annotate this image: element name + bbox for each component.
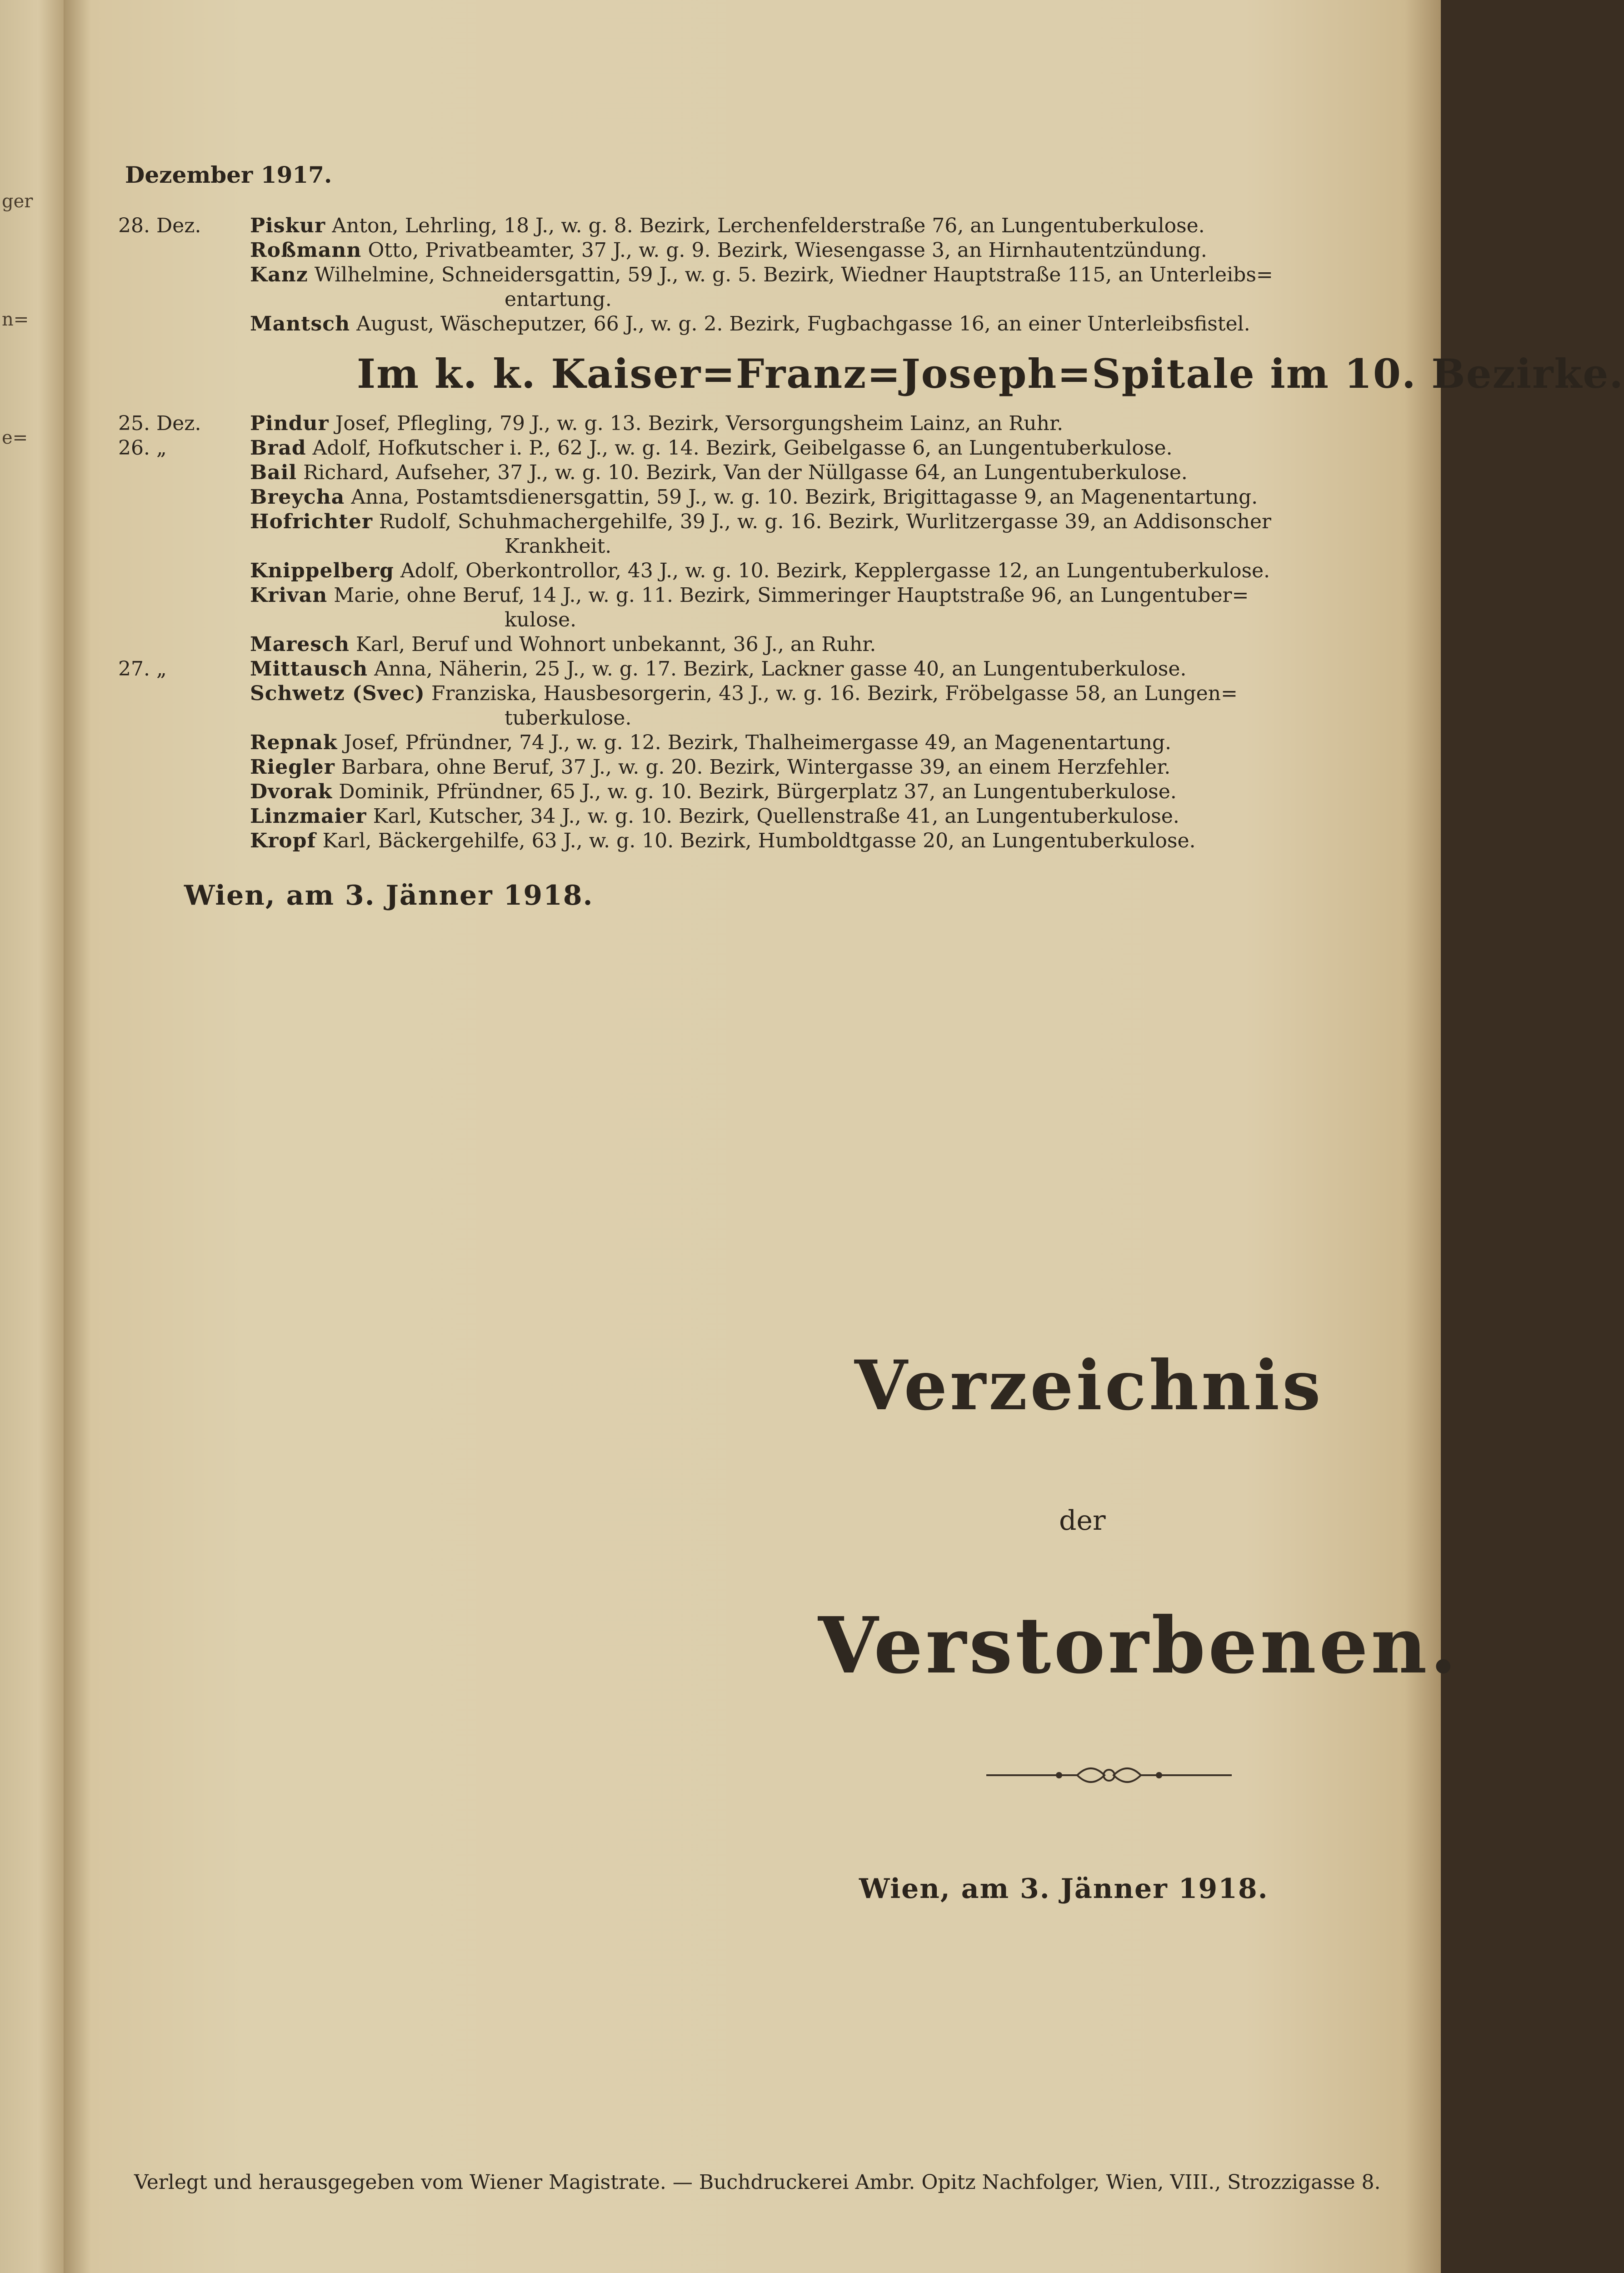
entry-text: Adolf, Oberkontrollor, 43 J., w. g. 10. Bezirk, Kepplergasse 12, an Lungentuberkulose. (400, 559, 1270, 582)
entry-continuation: entartung. (505, 288, 612, 311)
entry-name: Roßmann (250, 239, 362, 262)
entry-text: Josef, Pflegling, 79 J., w. g. 13. Bezirk, Versorgungsheim Lainz, an Ruhr. (335, 412, 1064, 435)
entry-name: Mittausch (250, 657, 368, 681)
entry-name: Dvorak (250, 780, 333, 803)
entry-text: Karl, Kutscher, 34 J., w. g. 10. Bezirk, Quellenstraße 41, an Lungentuberkulose. (373, 805, 1179, 828)
section-title: Im k. k. Kaiser=Franz=Joseph=Spitale im 10. Bezirke. (357, 350, 1624, 397)
entry-name: Maresch (250, 633, 350, 656)
entry-continuation: Krankheit. (505, 535, 612, 558)
entry-text: Adolf, Hofkutscher i. P., 62 J., w. g. 14. Bezirk, Geibelgasse 6, an Lungentuberkulose. (312, 436, 1173, 460)
entry-date: 28. Dez. (118, 214, 201, 237)
entry-text: Anna, Postamtsdienersgattin, 59 J., w. g. 10. Bezirk, Brigittagasse 9, an Magenentartung. (351, 486, 1258, 509)
entry-name: Krivan (250, 584, 328, 607)
entry-text: Karl, Beruf und Wohnort unbekannt, 36 J., an Ruhr. (355, 633, 876, 656)
entry-name: Knippelberg (250, 559, 394, 582)
document-page (64, 0, 1624, 2273)
cover-title-line1: Verzeichnis (854, 1346, 1324, 1426)
entry-name: Breycha (250, 486, 345, 509)
entry-text: August, Wäscheputzer, 66 J., w. g. 2. Bezirk, Fugbachgasse 16, an einer Unterleibsfistel. (356, 312, 1250, 335)
entry-name: Piskur (250, 214, 326, 237)
entry-name: Riegler (250, 756, 335, 779)
entry-name: Kropf (250, 829, 316, 852)
entry-text: Rudolf, Schuhmachergehilfe, 39 J., w. g. 16. Bezirk, Wurlitzergasse 39, an Addisonscher (379, 510, 1271, 533)
entry-name: Brad (250, 436, 306, 460)
entry-text: Wilhelmine, Schneidersgattin, 59 J., w. g. 5. Bezirk, Wiedner Hauptstraße 115, an Unterleibs= (314, 263, 1273, 286)
entry-text: Franziska, Hausbesorgerin, 43 J., w. g. 16. Bezirk, Fröbelgasse 58, an Lungen= (431, 682, 1238, 705)
cover-title-der: der (1059, 1505, 1106, 1537)
entry-text: Anton, Lehrling, 18 J., w. g. 8. Bezirk, Lerchenfelderstraße 76, an Lungentuberkulose. (332, 214, 1205, 237)
entry-text: Barbara, ohne Beruf, 37 J., w. g. 20. Bezirk, Wintergasse 39, an einem Herzfehler. (341, 756, 1171, 779)
entry-text: Dominik, Pfründner, 65 J., w. g. 10. Bezirk, Bürgerplatz 37, an Lungentuberkulose. (339, 780, 1177, 803)
entry-text: Josef, Pfründner, 74 J., w. g. 12. Bezirk, Thalheimergasse 49, an Magenentartung. (344, 731, 1172, 754)
entry-continuation: kulose. (505, 608, 577, 631)
place-date-cover: Wien, am 3. Jänner 1918. (859, 1873, 1269, 1905)
entry-text: Richard, Aufseher, 37 J., w. g. 10. Bezirk, Van der Nüllgasse 64, an Lungentuberkulose. (303, 461, 1188, 484)
publisher-footer: Verlegt und herausgegeben vom Wiener Magistrate. — Buchdruckerei Ambr. Opitz Nachfolger, Wien, VIII., Strozzigasse 8. (134, 2171, 1381, 2194)
entry-name: Mantsch (250, 312, 350, 335)
entry-text: Karl, Bäckergehilfe, 63 J., w. g. 10. Bezirk, Humboldtgasse 20, an Lungentuberkulose. (322, 829, 1196, 852)
ornament-divider-icon (986, 1759, 1232, 1791)
margin-fragment: n= (2, 309, 29, 330)
entry-date: 26. „ (118, 436, 167, 460)
margin-fragment: ger (2, 191, 33, 212)
place-date-top: Wien, am 3. Jänner 1918. (184, 880, 594, 911)
cover-title-line2: Verstorbenen. (818, 1600, 1459, 1691)
entry-text: Otto, Privatbeamter, 37 J., w. g. 9. Bezirk, Wiesengasse 3, an Hirnhautentzündung. (368, 239, 1207, 262)
entry-text: Anna, Näherin, 25 J., w. g. 17. Bezirk, Lackner gasse 40, an Lungentuberkulose. (374, 657, 1187, 681)
entry-name: Bail (250, 461, 297, 484)
entry-date: 25. Dez. (118, 412, 201, 435)
entry-name: Kanz (250, 263, 308, 286)
entry-continuation: tuberkulose. (505, 706, 632, 730)
entry-name: Linzmaier (250, 805, 367, 828)
entry-date: 27. „ (118, 657, 167, 681)
margin-fragment: e= (2, 427, 28, 448)
entry-name: Pindur (250, 412, 329, 435)
entry-name: Schwetz (Svec) (250, 682, 425, 705)
entry-name: Hofrichter (250, 510, 373, 533)
entry-text: Marie, ohne Beruf, 14 J., w. g. 11. Bezirk, Simmeringer Hauptstraße 96, an Lungentuber= (334, 584, 1249, 607)
month-heading: Dezember 1917. (125, 161, 332, 188)
adjacent-page-strip (0, 0, 64, 2273)
entry-name: Repnak (250, 731, 338, 754)
